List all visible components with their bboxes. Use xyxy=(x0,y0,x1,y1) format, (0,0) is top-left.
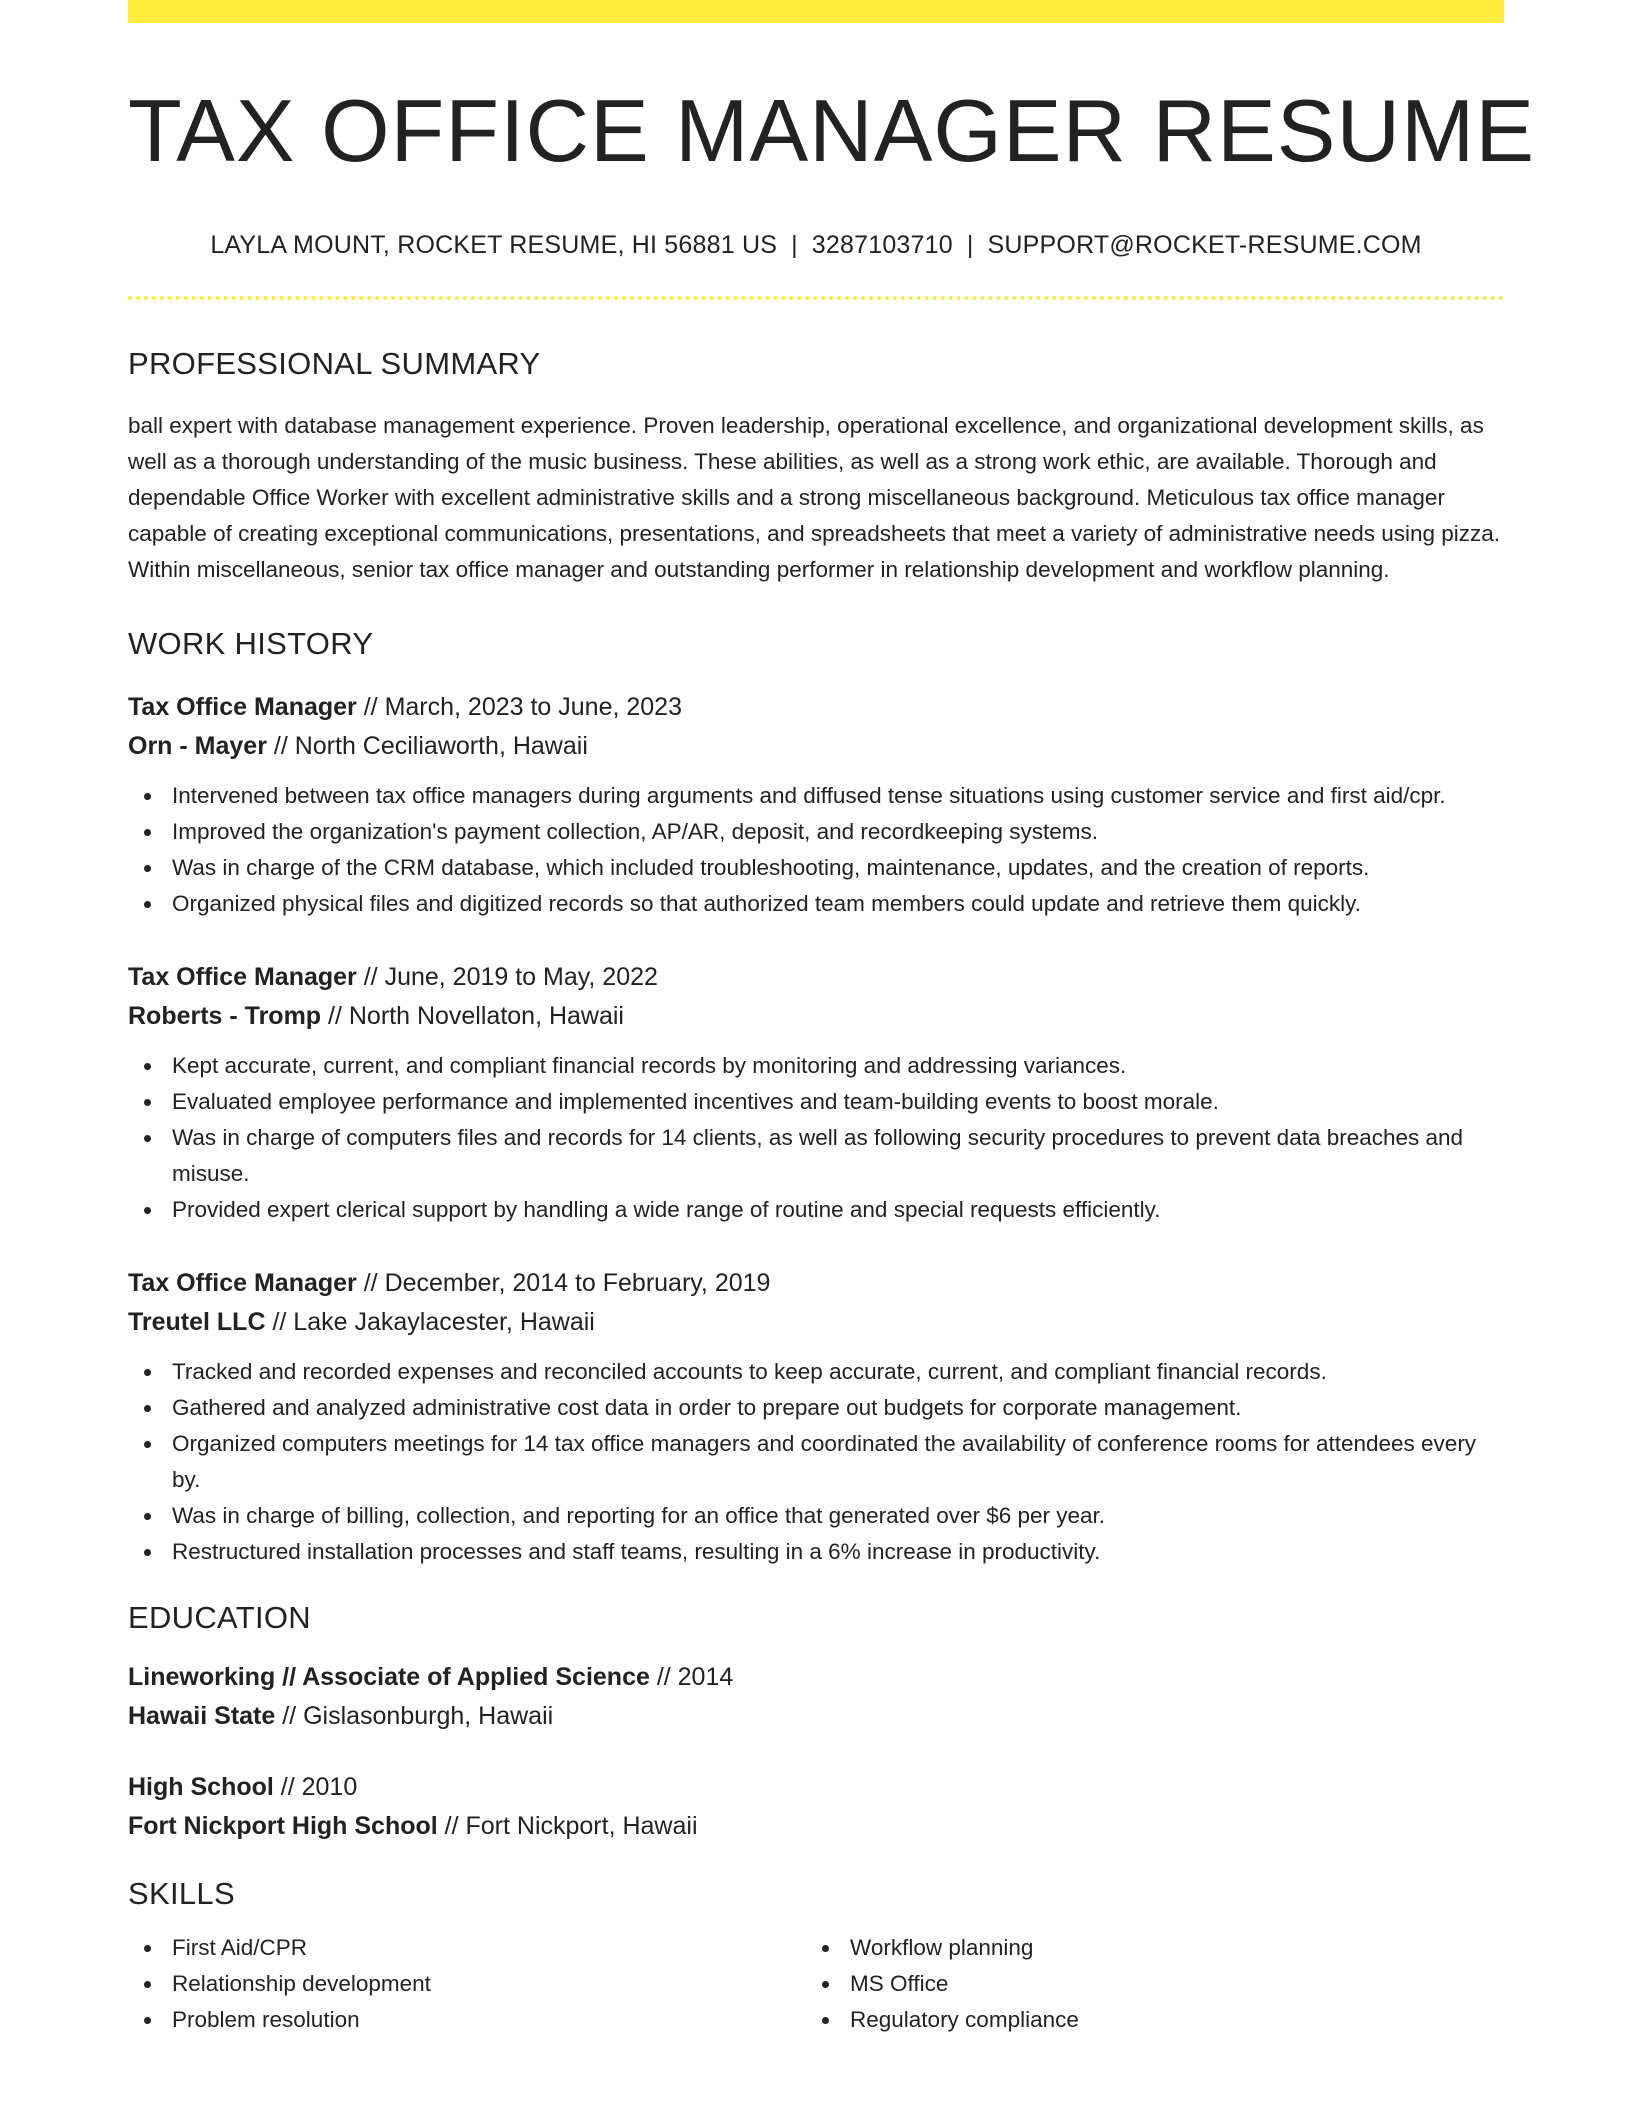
job-title-line xyxy=(128,688,1504,727)
skill-item: Problem resolution xyxy=(172,2002,806,2038)
job-dates: // December, 2014 to February, 2019 xyxy=(356,1269,771,1297)
job-company: Orn - Mayer xyxy=(128,732,267,760)
education-year: // 2010 xyxy=(273,1773,358,1801)
job-entry xyxy=(128,1264,1504,1570)
job-bullets xyxy=(128,1354,1504,1570)
education-school: Hawaii State xyxy=(128,1702,276,1730)
job-company: Treutel LLC xyxy=(128,1308,266,1336)
resume-title: TAX OFFICE MANAGER RESUME xyxy=(128,81,1536,180)
skill-item: Regulatory compliance xyxy=(850,2002,1484,2038)
dotted-divider xyxy=(128,296,1504,300)
job-bullet: Intervened between tax office managers during arguments and diffused tense situations using customer service and first aid/cpr. xyxy=(172,778,1504,814)
skills-list xyxy=(806,1930,1484,2038)
education-entry xyxy=(128,1658,1504,1736)
contact-phone: 3287103710 xyxy=(811,231,953,259)
job-location: // North Ceciliaworth, Hawaii xyxy=(266,732,588,760)
job-bullet: Improved the organization's payment collection, AP/AR, deposit, and recordkeeping systems. xyxy=(172,814,1504,850)
education-location: // Fort Nickport, Hawaii xyxy=(437,1812,698,1840)
education-year: // 2014 xyxy=(649,1663,734,1691)
education-location: // Gislasonburgh, Hawaii xyxy=(275,1702,554,1730)
resume-page xyxy=(128,0,1536,2038)
education-degree-line xyxy=(128,1658,1504,1697)
skill-item: First Aid/CPR xyxy=(172,1930,806,1966)
job-title: Tax Office Manager xyxy=(128,1269,357,1297)
job-bullet: Was in charge of computers files and records for 14 clients, as well as following security procedures to prevent data breaches and misuse. xyxy=(172,1120,1504,1192)
skills-column-right xyxy=(806,1930,1484,2038)
skill-item: Relationship development xyxy=(172,1966,806,2002)
skills-column-left xyxy=(128,1930,806,2038)
job-location: // North Novellaton, Hawaii xyxy=(321,1002,624,1030)
job-company: Roberts - Tromp xyxy=(128,1002,322,1030)
job-bullet: Provided expert clerical support by handling a wide range of routine and special requests efficiently. xyxy=(172,1192,1504,1228)
summary-text: ball expert with database management experience. Proven leadership, operational excellence, and organizational development skills, as well as a thorough understanding of the music business. These abilities, as well as a strong work ethic, are available. Thorough and dependable Office Worker with excellent administrative skills and a strong miscellaneous background. Meticulous tax office manager capable of creating exceptional communications, presentations, and spreadsheets that meet a variety of administrative needs using pizza. Within miscellaneous, senior tax office manager and outstanding performer in relationship development and workflow planning. xyxy=(128,413,1501,582)
job-title-line xyxy=(128,1264,1504,1303)
job-bullet: Gathered and analyzed administrative cost data in order to prepare out budgets for corporate management. xyxy=(172,1390,1504,1426)
contact-separator: | xyxy=(791,231,798,259)
job-entry xyxy=(128,688,1504,922)
job-dates: // June, 2019 to May, 2022 xyxy=(356,963,658,991)
job-bullet: Was in charge of billing, collection, and reporting for an office that generated over $6 per year. xyxy=(172,1498,1504,1534)
job-company-line xyxy=(128,997,1504,1036)
summary-heading: PROFESSIONAL SUMMARY xyxy=(128,346,541,381)
job-title: Tax Office Manager xyxy=(128,963,357,991)
job-entry xyxy=(128,958,1504,1228)
work-history-heading: WORK HISTORY xyxy=(128,626,374,661)
contact-line xyxy=(128,231,1504,260)
education-degree-line xyxy=(128,1768,1504,1807)
contact-separator: | xyxy=(966,231,974,259)
top-accent-bar xyxy=(128,0,1504,23)
education-school-line xyxy=(128,1697,1504,1736)
skill-item: Workflow planning xyxy=(850,1930,1484,1966)
education-school: Fort Nickport High School xyxy=(128,1812,438,1840)
education-degree: Lineworking // Associate of Applied Science xyxy=(128,1663,650,1691)
job-company-line xyxy=(128,727,1504,766)
job-bullet: Tracked and recorded expenses and reconciled accounts to keep accurate, current, and compliant financial records. xyxy=(172,1354,1504,1390)
contact-email: SUPPORT@ROCKET-RESUME.COM xyxy=(987,231,1422,259)
job-title: Tax Office Manager xyxy=(128,693,357,721)
job-bullet: Organized computers meetings for 14 tax office managers and coordinated the availability of conference rooms for attendees every by. xyxy=(172,1426,1504,1498)
education-degree: High School xyxy=(128,1773,274,1801)
job-bullet: Organized physical files and digitized records so that authorized team members could update and retrieve them quickly. xyxy=(172,886,1504,922)
job-bullet: Was in charge of the CRM database, which included troubleshooting, maintenance, updates, and the creation of reports. xyxy=(172,850,1504,886)
job-bullets xyxy=(128,1048,1504,1228)
skills-list xyxy=(128,1930,806,2038)
job-bullet: Restructured installation processes and staff teams, resulting in a 6% increase in productivity. xyxy=(172,1534,1504,1570)
skills-columns xyxy=(128,1930,1504,2038)
education-entry xyxy=(128,1768,1504,1846)
contact-address: LAYLA MOUNT, ROCKET RESUME, HI 56881 US xyxy=(210,231,778,259)
education-heading: EDUCATION xyxy=(128,1600,311,1635)
job-location: // Lake Jakaylacester, Hawaii xyxy=(265,1308,595,1336)
job-bullet: Evaluated employee performance and implemented incentives and team-building events to boost morale. xyxy=(172,1084,1504,1120)
job-dates: // March, 2023 to June, 2023 xyxy=(356,693,682,721)
education-school-line xyxy=(128,1807,1504,1846)
skills-heading: SKILLS xyxy=(128,1876,235,1911)
job-company-line xyxy=(128,1303,1504,1342)
skill-item: MS Office xyxy=(850,1966,1484,2002)
job-bullet: Kept accurate, current, and compliant financial records by monitoring and addressing variances. xyxy=(172,1048,1504,1084)
job-title-line xyxy=(128,958,1504,997)
job-bullets xyxy=(128,778,1504,922)
